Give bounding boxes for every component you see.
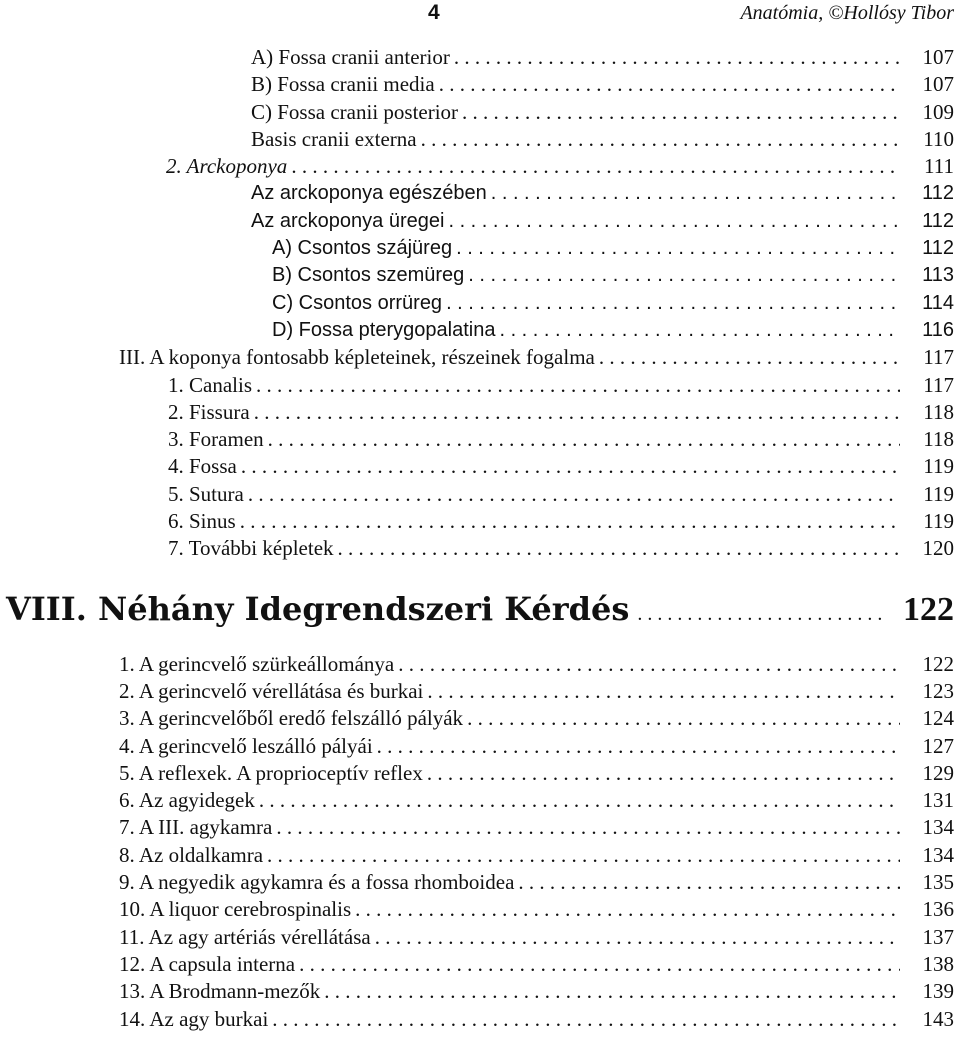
toc-entry[interactable] <box>0 126 960 153</box>
toc-entry-page: 107 <box>922 45 954 69</box>
dot-leader <box>427 678 900 705</box>
toc-entry[interactable] <box>0 290 960 317</box>
dot-leader <box>499 317 900 344</box>
toc-entry-page: 113 <box>922 264 954 287</box>
toc-entry-page: 116 <box>922 318 954 341</box>
toc-entry[interactable] <box>0 842 960 869</box>
toc-entry-title: 2. Arckoponya <box>166 154 288 179</box>
toc-entry[interactable] <box>0 951 960 978</box>
toc-entry[interactable] <box>0 760 960 787</box>
toc-entry-title: 7. További képletek <box>168 536 334 561</box>
dot-leader <box>468 262 900 289</box>
dot-leader <box>338 535 900 562</box>
toc-entry-title: B) Fossa cranii media <box>251 72 435 97</box>
toc-entry[interactable] <box>0 508 960 535</box>
toc-entry-title: III. A koponya fontosabb képleteinek, részeinek fogalma <box>119 345 595 370</box>
toc-entry-title: A) Fossa cranii anterior <box>251 45 450 69</box>
toc-entry[interactable] <box>0 814 960 841</box>
toc-entry-page: 124 <box>922 706 954 731</box>
toc-entry[interactable] <box>0 99 960 126</box>
toc-entry[interactable] <box>0 978 960 1005</box>
toc-entry-page: 109 <box>922 99 954 124</box>
dot-leader <box>268 426 900 453</box>
toc-entry-page: 119 <box>923 509 954 534</box>
toc-entry-title: 14. Az agy burkai <box>119 1006 269 1031</box>
toc-entry-page: 119 <box>923 481 954 506</box>
toc-entry-page: 138 <box>922 951 954 976</box>
toc-entry[interactable] <box>0 44 960 71</box>
toc-entry-title: 7. A III. agykamra <box>119 815 273 840</box>
toc-entry-page: 118 <box>923 427 954 452</box>
dot-leader <box>454 44 900 71</box>
dot-leader <box>439 71 900 98</box>
toc-entry[interactable] <box>0 1006 960 1033</box>
toc-entry-page: 131 <box>922 788 954 813</box>
toc-entry-title: C) Csontos orrüreg <box>272 291 443 314</box>
toc-entry-title: A) Csontos szájüreg <box>272 237 453 260</box>
dot-leader <box>518 869 900 896</box>
toc-entry[interactable] <box>0 344 960 371</box>
toc-entry-page: 139 <box>922 979 954 1004</box>
toc-entry-title: Az arckoponya üregei <box>251 209 445 232</box>
toc-entry[interactable] <box>0 399 960 426</box>
dot-leader <box>599 344 900 371</box>
toc-entry-page: 112 <box>922 209 954 232</box>
toc-entry-title: 12. A capsula interna <box>119 951 296 976</box>
dot-leader <box>240 508 900 535</box>
toc-entry-page: 137 <box>922 924 954 949</box>
toc-entry-title: 3. A gerincvelőből eredő felszálló pályák <box>119 706 464 731</box>
toc-entry[interactable] <box>0 869 960 896</box>
dot-leader <box>491 180 900 207</box>
toc-entry-page: 117 <box>923 345 954 370</box>
toc-entry-title: 2. A gerincvelő vérellátása és burkai <box>119 678 424 703</box>
toc-entry-title: B) Csontos szemüreg <box>272 264 465 287</box>
toc-entry[interactable] <box>0 453 960 480</box>
toc-entry-title: 1. A gerincvelő szürkeállománya <box>119 651 395 676</box>
dot-leader <box>421 126 900 153</box>
dot-leader <box>448 208 900 235</box>
dot-leader <box>248 481 900 508</box>
toc-entry-page: 112 <box>922 237 954 260</box>
dot-leader <box>467 705 900 732</box>
toc-entry-page: 122 <box>922 651 954 676</box>
toc-entry-page: 118 <box>923 399 954 424</box>
toc-entry-title: 2. Fissura <box>168 399 250 424</box>
toc-entry[interactable] <box>0 705 960 732</box>
dot-leader <box>272 1006 900 1033</box>
toc-entry[interactable] <box>0 208 960 235</box>
toc-entry[interactable] <box>0 262 960 289</box>
toc-entry-title: 5. Sutura <box>168 481 244 506</box>
toc-entry-title: 4. A gerincvelő leszálló pályái <box>119 733 373 758</box>
toc-entry-title: 10. A liquor cerebrospinalis <box>119 897 352 922</box>
chapter-page: 122 <box>903 590 954 628</box>
dot-leader <box>259 787 900 814</box>
dot-leader <box>375 924 900 951</box>
dot-leader <box>291 153 900 180</box>
toc-entry-page: 120 <box>922 536 954 561</box>
dot-leader <box>241 453 900 480</box>
toc-entry[interactable] <box>0 71 960 98</box>
toc-entry-page: 117 <box>923 372 954 397</box>
toc-entry-title: D) Fossa pterygopalatina <box>272 318 496 341</box>
toc-entry-page: 127 <box>922 733 954 758</box>
table-of-contents <box>0 44 960 1033</box>
toc-entry-title: Az arckoponya egészében <box>251 182 487 205</box>
toc-entry-title: 5. A reflexek. A proprioceptív reflex <box>119 760 423 785</box>
toc-entry-page: 136 <box>922 897 954 922</box>
toc-entry[interactable] <box>0 651 960 678</box>
chapter-title: VIII. Néhány Idegrendszeri Kérdés <box>6 589 630 628</box>
toc-entry[interactable] <box>0 153 960 180</box>
toc-entry-page: 123 <box>922 678 954 703</box>
toc-entry-title: 13. A Brodmann-mezők <box>119 979 321 1004</box>
toc-entry[interactable] <box>0 787 960 814</box>
dot-leader <box>446 290 900 317</box>
toc-entry-page: 119 <box>923 454 954 479</box>
dot-leader <box>254 399 900 426</box>
toc-entry[interactable] <box>0 733 960 760</box>
running-head: Anatómia, ©Hollósy Tibor <box>740 2 954 24</box>
dot-leader <box>324 978 900 1005</box>
toc-entry-title: 6. Sinus <box>168 509 236 534</box>
toc-entry-title: 4. Fossa <box>168 454 237 479</box>
toc-entry[interactable] <box>0 235 960 262</box>
dot-leader <box>398 651 900 678</box>
toc-entry-page: 135 <box>922 870 954 895</box>
toc-entry-title: 1. Canalis <box>168 372 252 397</box>
toc-entry-page: 114 <box>922 291 954 314</box>
page-number: 4 <box>428 1 440 24</box>
toc-entry-title: 6. Az agyidegek <box>119 788 255 813</box>
toc-entry[interactable] <box>0 426 960 453</box>
dot-leader <box>637 582 884 646</box>
toc-entry-page: 134 <box>922 842 954 867</box>
toc-entry-page: 134 <box>922 815 954 840</box>
dot-leader <box>355 896 900 923</box>
page-header <box>0 0 960 28</box>
chapter-heading[interactable] <box>0 577 960 641</box>
toc-entry-title: C) Fossa cranii posterior <box>251 99 459 124</box>
dot-leader <box>299 951 900 978</box>
dot-leader <box>377 733 900 760</box>
dot-leader <box>267 842 900 869</box>
toc-entry[interactable] <box>0 317 960 344</box>
dot-leader <box>427 760 900 787</box>
toc-entry-title: 11. Az agy artériás vérellátása <box>119 924 371 949</box>
toc-entry[interactable] <box>0 896 960 923</box>
toc-entry-page: 129 <box>922 760 954 785</box>
toc-entry[interactable] <box>0 924 960 951</box>
toc-entry[interactable] <box>0 678 960 705</box>
dot-leader <box>276 814 900 841</box>
toc-entry-page: 112 <box>922 182 954 205</box>
toc-entry-page: 111 <box>924 154 954 179</box>
toc-entry[interactable] <box>0 372 960 399</box>
toc-entry-title: 8. Az oldalkamra <box>119 842 264 867</box>
toc-entry-page: 107 <box>922 72 954 97</box>
dot-leader <box>462 99 900 126</box>
toc-entry-title: 3. Foramen <box>168 427 264 452</box>
dot-leader <box>256 372 900 399</box>
toc-entry-title: 9. A negyedik agykamra és a fossa rhomboidea <box>119 870 515 895</box>
toc-entry[interactable] <box>0 180 960 207</box>
dot-leader <box>456 235 900 262</box>
toc-entry-title: Basis cranii externa <box>251 126 417 151</box>
toc-entry[interactable] <box>0 481 960 508</box>
toc-entry-page: 143 <box>922 1006 954 1031</box>
toc-entry[interactable] <box>0 535 960 562</box>
toc-entry-page: 110 <box>923 126 954 151</box>
